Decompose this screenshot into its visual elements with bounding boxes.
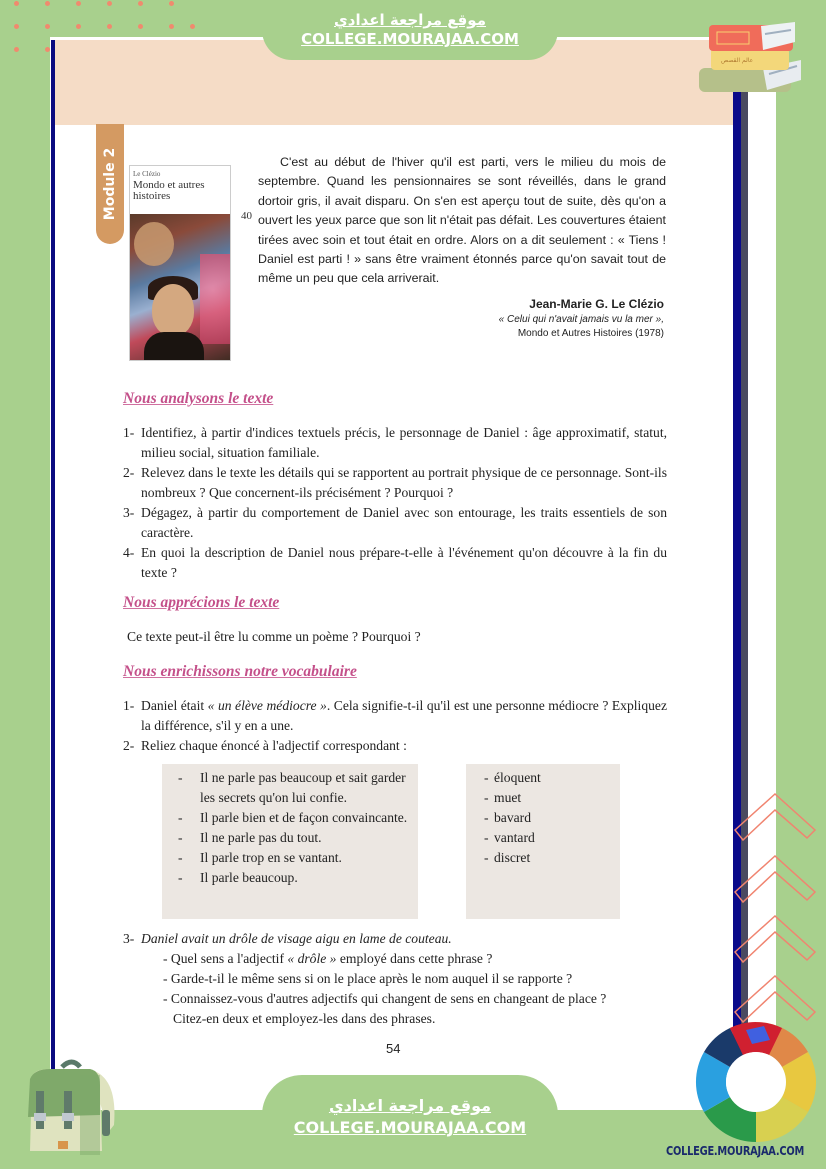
vocabulaire-q1-q2 xyxy=(123,696,667,756)
passage-text: C'est au début de l'hiver qu'il est parti, vers le milieu du mois de septembre. Quand les pensionnaires se sont réveillés, dans le grand dortoir gris, il avait disparu. On s'en est aperçu tout de suite, dès qu'on a ouvert les yeux parce que son lit n'était pas défait. Les couvertures étaient tirées avec soin et tout était en ordre. Alors on a dit seulement : « Tiens ! Daniel est parti ! » sans être vraiment étonnés parce qu'on savait tout de même un peu que cela arriverait. xyxy=(258,155,666,286)
question-item: 1- Identifiez, à partir d'indices textuels précis, le personnage de Daniel : âge approximatif, statut, milieu social, situation familiale. xyxy=(123,425,667,460)
site-url[interactable]: COLLEGE.MOURAJAA.COM xyxy=(301,30,519,48)
cover-title: Mondo et autres histoires xyxy=(133,179,205,202)
question-item: 2- Reliez chaque énoncé à l'adjectif correspondant : xyxy=(123,738,407,753)
section-title-vocabulaire: Nous enrichissons notre vocabulaire xyxy=(123,663,357,680)
cover-author: Le Clézio xyxy=(133,170,161,178)
line-number: 40 xyxy=(241,210,252,222)
statement-item: - Il ne parle pas beaucoup et sait garder les secrets qu'on lui confie. xyxy=(178,770,406,805)
statement-item: - Il ne parle pas du tout. xyxy=(178,830,322,845)
adjective-item: - bavard xyxy=(484,810,531,825)
question-item: 2- Relevez dans le texte les détails qui se rapportent au portrait physique de ce personnage. Sont-ils nombreux ? Que concernent-ils précisément ? Pourquoi ? xyxy=(123,465,667,500)
question-item: 3- Daniel avait un drôle de visage aigu en lame de couteau. xyxy=(123,931,452,946)
adjective-item: - muet xyxy=(484,790,522,805)
section-title-apprecions: Nous apprécions le texte xyxy=(123,594,280,611)
page-number: 54 xyxy=(386,1041,401,1056)
site-url[interactable]: COLLEGE.MOURAJAA.COM xyxy=(293,1118,527,1137)
module-tab xyxy=(96,124,124,244)
page-left-border xyxy=(51,40,55,1106)
backpack-icon xyxy=(10,1055,115,1160)
statement-item: - Il parle bien et de façon convaincante. xyxy=(178,810,408,825)
statements-box xyxy=(162,764,418,919)
site-banner-top[interactable] xyxy=(262,10,558,60)
sub-question: - Connaissez-vous d'autres adjectifs qui changent de sens en changeant de place ? xyxy=(163,991,607,1006)
question-item: 3- Dégagez, à partir du comportement de Daniel avec son entourage, les traits essentiels de son caractère. xyxy=(123,505,667,540)
site-banner-bottom[interactable] xyxy=(262,1075,558,1169)
passage-attribution xyxy=(499,296,664,341)
adjectives-box xyxy=(466,764,620,919)
site-name-arabic: موقع مراجعة اعدادي xyxy=(334,11,486,29)
analysons-questions xyxy=(123,423,667,583)
vocabulaire-q3 xyxy=(123,929,667,1029)
books-icon xyxy=(693,10,803,95)
book-cover-image xyxy=(129,165,231,361)
adjective-item: - vantard xyxy=(484,830,535,845)
svg-text:عالم القصص: عالم القصص xyxy=(721,57,754,64)
section-title-analysons: Nous analysons le texte xyxy=(123,390,274,407)
attribution-author: Jean-Marie G. Le Clézio xyxy=(529,297,664,311)
adjective-item: - discret xyxy=(484,850,531,865)
site-name-arabic: موقع مراجعة اعدادي xyxy=(328,1096,492,1115)
school-subjects-logo-icon xyxy=(694,1020,818,1144)
statement-item: - Il parle beaucoup. xyxy=(178,870,298,885)
question-item: 1- Daniel était « un élève médiocre ». Cela signifie-t-il qu'il est une personne médiocre ? Expliquez la différence, s'il y en a une. xyxy=(123,698,667,733)
chevron-up-icons xyxy=(733,790,823,1030)
site-logo-text[interactable]: COLLEGE.MOURAJAA.COM xyxy=(666,1144,805,1158)
attribution-work: « Celui qui n'avait jamais vu la mer », xyxy=(498,314,664,325)
adjective-item: - éloquent xyxy=(484,770,541,785)
sub-question: - Garde-t-il le même sens si on le place après le nom auquel il se rapporte ? xyxy=(163,971,573,986)
question-item: 4- En quoi la description de Daniel nous prépare-t-elle à l'événement qu'on découvre à la fin du texte ? xyxy=(123,545,667,580)
attribution-collection: Mondo et Autres Histoires (1978) xyxy=(517,328,664,339)
sub-question: Citez-en deux et employez-les dans des phrases. xyxy=(173,1011,436,1026)
statement-item: - Il parle trop en se vantant. xyxy=(178,850,342,865)
module-label: Module 2 xyxy=(102,147,118,221)
apprecions-question: Ce texte peut-il être lu comme un poème ? Pourquoi ? xyxy=(127,629,421,644)
reading-passage xyxy=(258,153,666,289)
sub-question: - Quel sens a l'adjectif « drôle » employé dans cette phrase ? xyxy=(163,951,493,966)
